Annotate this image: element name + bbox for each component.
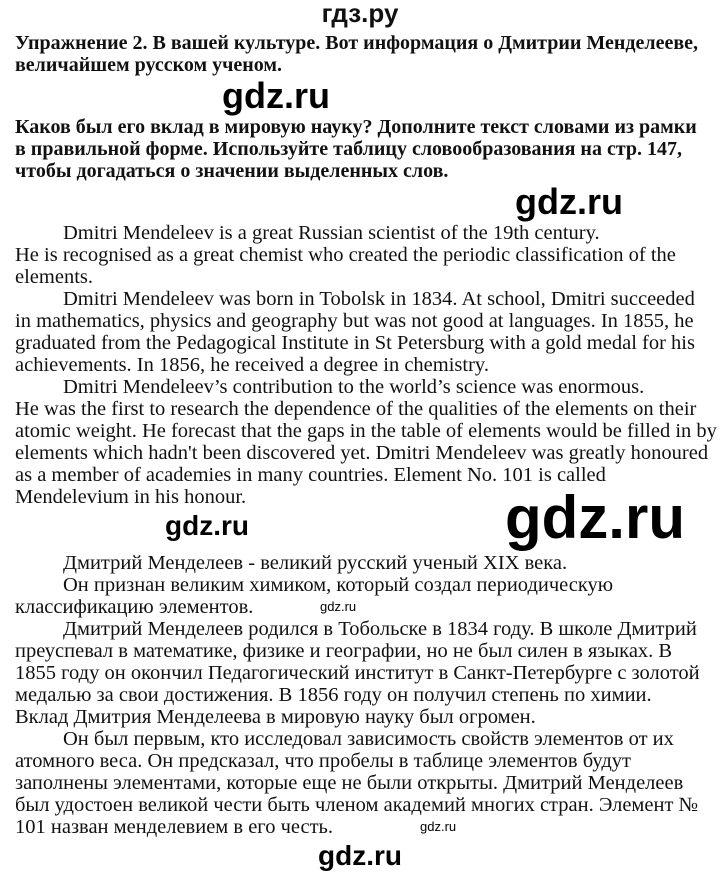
english-line: Mendelevium in his honour. — [15, 486, 247, 508]
english-line: as a member of academies in many countries. Element No. 101 is called — [15, 464, 606, 486]
watermark: gdz.ru — [320, 599, 357, 614]
watermark: gdz.ru — [420, 819, 457, 834]
watermark: gdz.ru — [222, 75, 330, 116]
task-question: в правильной форме. Используйте таблицу словообразования на стр. 147, — [15, 138, 683, 160]
russian-line: атомного веса. Он предсказал, что пробелы в таблице элементов будут — [15, 750, 631, 772]
english-line: elements. — [15, 266, 93, 288]
english-line: achievements. In 1856, he received a degree in chemistry. — [15, 354, 489, 376]
english-line: atomic weight. He forecast that the gaps in the table of elements would be filled in by — [15, 420, 717, 442]
task-question: Каков был его вклад в мировую науку? Дополните текст словами из рамки — [15, 116, 697, 138]
russian-line: 1855 году он окончил Педагогический институт в Санкт-Петербурге с золотой — [15, 662, 700, 684]
russian-line: 101 назван менделевием в его честь. — [15, 816, 334, 838]
russian-line: классификацию элементов. — [15, 596, 254, 618]
task-question: чтобы догадаться о значении выделенных слов. — [15, 160, 449, 182]
russian-line: Дмитрий Менделеев - великий русский ученый XIX века. — [63, 552, 568, 574]
site-header: гдз.ру — [321, 0, 399, 28]
russian-line: Вклад Дмитрия Менделеева в мировую науку был огромен. — [15, 706, 536, 728]
watermark: gdz.ru — [165, 510, 249, 541]
english-line: elements which hadn't been discovered yet. Dmitri Mendeleev was greatly honoured — [15, 442, 709, 464]
task-title: величайшем русском ученом. — [15, 54, 283, 76]
russian-line: Он был первым, кто исследовал зависимость свойств элементов от их — [63, 728, 674, 750]
english-line: Dmitri Mendeleev was born in Tobolsk in 1834. At school, Dmitri succeeded — [63, 288, 695, 310]
english-line: He is recognised as a great chemist who created the periodic classification of the — [15, 244, 676, 266]
russian-line: заполнены элементами, которые еще не были открыты. Дмитрий Менделеев — [15, 772, 684, 794]
english-line: graduated from the Pedagogical Institute in St Petersburg with a gold medal for his — [15, 332, 695, 354]
english-line: Dmitri Mendeleev’s contribution to the world’s science was enormous. — [63, 376, 645, 398]
task-title: Упражнение 2. В вашей культуре. Вот информация о Дмитрии Менделееве, — [15, 32, 699, 54]
english-line: He was the first to research the dependence of the qualities of the elements on their — [15, 398, 697, 420]
russian-line: Дмитрий Менделеев родился в Тобольске в 1834 году. В школе Дмитрий — [63, 618, 697, 640]
english-line: in mathematics, physics and geography but was not good at languages. In 1855, he — [15, 310, 694, 332]
russian-line: Он признан великим химиком, который создал периодическую — [63, 574, 614, 596]
russian-line: преуспевал в математике, физике и географии, но не был силен в языках. В — [15, 640, 673, 662]
russian-line: медалью за свои достижения. В 1856 году он получил степень по химии. — [15, 684, 652, 706]
watermark: gdz.ru — [515, 181, 623, 222]
english-line: Dmitri Mendeleev is a great Russian scientist of the 19th century. — [63, 222, 600, 244]
russian-line: был удостоен великой чести быть членом академий многих стран. Элемент № — [15, 794, 699, 816]
watermark: gdz.ru — [505, 484, 685, 551]
watermark: gdz.ru — [318, 840, 402, 871]
